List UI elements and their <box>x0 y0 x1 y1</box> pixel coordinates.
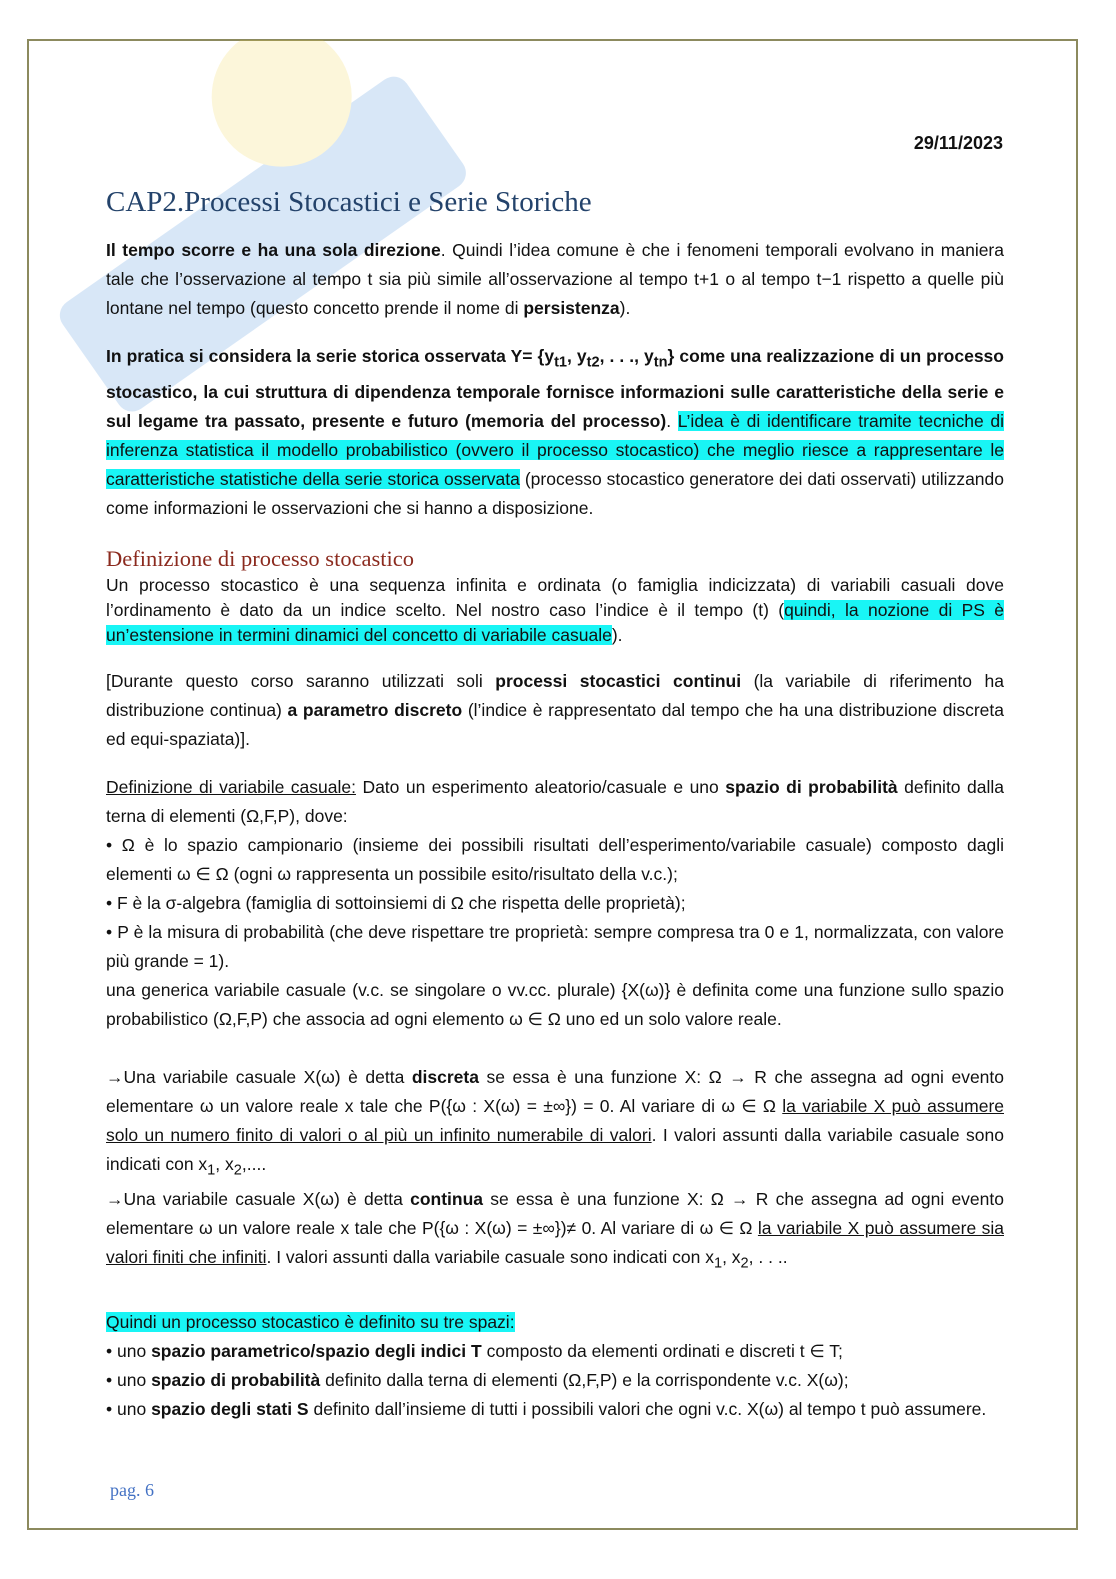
space-parametric: • uno spazio parametrico/spazio degli indici T composto da elementi ordinati e discreti t ∈ T; <box>106 1340 843 1361</box>
highlight: L’idea è di identificare tramite tecniche di inferenza statistica il modello probabilistico (ovvero il processo stocastico) che meglio riesce a rappresentare le caratteristiche statistiche della serie storica osservata <box>106 410 1004 489</box>
section-paragraph-1: Un processo stocastico è una sequenza infinita e ordinata (o famiglia indicizzata) di variabili casuali dove l’ordinamento è dato da un indice scelto. Nel nostro caso l’indice è il tempo (t) (quindi, la nozione di PS è un’estensione in termini dinamici del concetto di variabile casuale). <box>106 574 1004 645</box>
intro-paragraph-2: In pratica si considera la serie storica osservata $Y= \{y_{t1}$, $y_{t2}$, . . ., $y_{tn}$} come una realizzazione di un processo stocastico, la cui struttura di dipendenza temporale fornisce informazioni sulle caratteristiche della serie e sul legame tra passato, presente e futuro (memoria del processo). L’idea è di identificare tramite tecniche di inferenza statistica il modello probabilistico (ovvero il processo stocastico) che meglio riesce a rappresentare le caratteristiche statistiche della serie storica osservata (processo stocastico generatore dei dati osservati) utilizzando come informazioni le osservazioni che si hanno a disposizione. <box>106 346 1005 518</box>
bullet-p: • P è la misura di probabilità (che deve rispettare tre proprietà: sempre compresa tra 0 e 1, normalizzata, con valore più grande = 1). <box>106 921 1004 971</box>
document-date: 29/11/2023 <box>913 133 1003 153</box>
bullet-f: • F è la σ-algebra (famiglia di sottoinsiemi di Ω che rispetta delle proprietà); <box>106 892 686 913</box>
chapter-title: CAP2.Processi Stocastici e Serie Storiche <box>106 186 592 218</box>
page-content <box>106 180 1004 1424</box>
intro-paragraph-1: Il tempo scorre e ha una sola direzione. Quindi l’idea comune è che i fenomeni temporali evolvano in maniera tale che l’osservazione al tempo t sia più simile all’osservazione al tempo t+1 o al tempo t−1 rispetto a quelle più lontane nel tempo (questo concetto prende il nome di persistenza). <box>106 240 1004 318</box>
page-number: pag. 6 <box>110 1480 154 1500</box>
variable-definition: Definizione di variabile casuale: Dato un esperimento aleatorio/casuale e uno spazio di probabilità definito dalla terna di elementi (Ω,F,P), dove: • Ω è lo spazio campionario (insieme dei possibili risultati dell’esperimento/variabile casuale) composto dagli elementi ω ∈ Ω (ogni ω rappresenta un possibile esito/risultato della v.c.); • F è la σ-algebra (famiglia di sottoinsiemi di Ω che rispetta delle proprietà); • P è la misura di probabilità (che deve rispettare tre proprietà: sempre compresa tra 0 e 1, normalizzata, con valore più grande = 1). una generica variabile casuale (v.c. se singolare o vv.cc. plurale) {X(ω)} è definita come una funzione sullo spazio probabilistico (Ω,F,P) che associa ad ogni elemento ω ∈ Ω uno ed un solo valore reale. <box>106 773 1004 1034</box>
section-paragraph-2: [Durante questo corso saranno utilizzati soli processi stocastici continui (la variabile di riferimento ha distribuzione continua) a parametro discreto (l’indice è rappresentato dal tempo che ha una distribuzione discreta ed equi-spaziata)]. <box>106 670 1005 749</box>
continuous-definition: →Una variabile casuale X(ω) è detta continua se essa è una funzione X: Ω → R che assegna ad ogni evento elementare ω un valore reale x tale che P({ω : X(ω) = ±∞})≠ 0. Al variare di ω ∈ Ω la variabile X può assumere sia valori finiti che infiniti. I valori assunti dalla variabile casuale sono indicati con $x_1$, $x_2$, . . .. <box>106 1189 1004 1272</box>
bullet-omega: • Ω è lo spazio campionario (insieme dei possibili risultati dell’esperimento/variabile casuale) composto dagli elementi ω ∈ Ω (ogni ω rappresenta un possibile esito/risultato della v.c.); <box>106 834 1004 884</box>
section-heading: Definizione di processo stocastico <box>106 545 415 571</box>
definition-summary: una generica variabile casuale (v.c. se singolare o vv.cc. plurale) {X(ω)} è definita come una funzione sullo spazio probabilistico (Ω,F,P) che associa ad ogni elemento ω ∈ Ω uno ed un solo valore reale. <box>106 979 1004 1029</box>
three-spaces: Quindi un processo stocastico è definito su tre spazi: • uno spazio parametrico/spazio degli indici T composto da elementi ordinati e discreti t ∈ T; • uno spazio di probabilità definito dalla terna di elementi (Ω,F,P) e la corrispondente v.c. X(ω); • uno spazio degli stati S definito dall’insieme di tutti i possibili valori che ogni v.c. X(ω) al tempo t può assumere. <box>106 1308 1004 1424</box>
space-probability: • uno spazio di probabilità definito dalla terna di elementi (Ω,F,P) e la corrispondente v.c. X(ω); <box>106 1369 849 1390</box>
space-states: • uno spazio degli stati S definito dall’insieme di tutti i possibili valori che ogni v.c. X(ω) al tempo t può assumere. <box>106 1398 987 1419</box>
discrete-definition: →Una variabile casuale X(ω) è detta discreta se essa è una funzione X: Ω → R che assegna ad ogni evento elementare ω un valore reale x tale che P({ω : X(ω) = ±∞}) = 0. Al variare di ω ∈ Ω la variabile X può assumere solo un numero finito di valori o al più un infinito numerabile di valori. I valori assunti dalla variabile casuale sono indicati con $x_1$, $x_2$,.... <box>106 1066 1004 1178</box>
variable-types <box>106 1063 1004 1279</box>
